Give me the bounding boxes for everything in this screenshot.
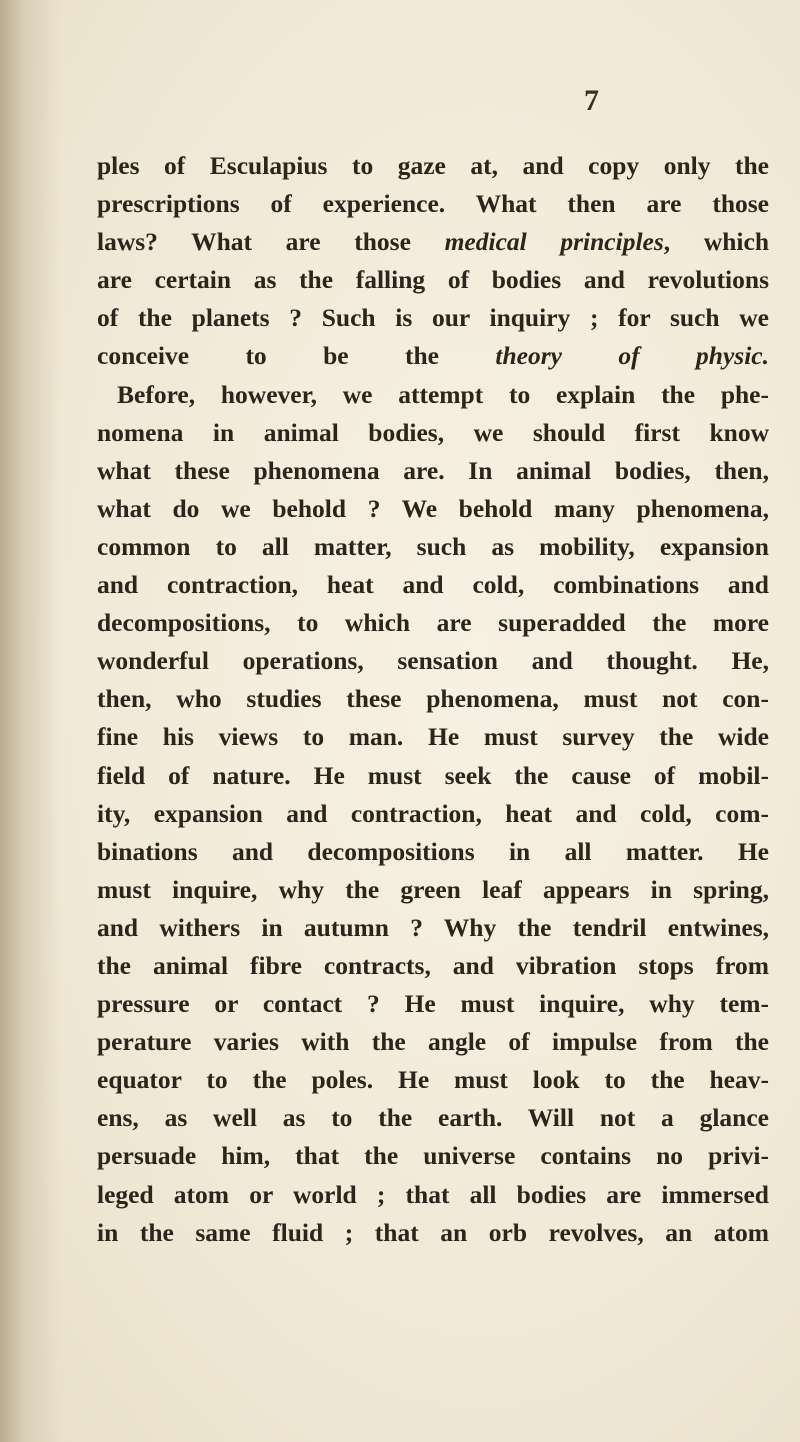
text-segment: wonderful operations, sensation and thought. He, bbox=[97, 646, 769, 676]
text-segment: decompositions, to which are superadded the more bbox=[97, 608, 769, 638]
text-segment: equator to the poles. He must look to the heav- bbox=[97, 1065, 769, 1095]
body-text bbox=[97, 147, 769, 1252]
page-gutter-shadow bbox=[0, 0, 60, 1442]
text-line bbox=[97, 718, 769, 756]
text-line bbox=[97, 757, 769, 795]
text-line bbox=[97, 1023, 769, 1061]
text-segment: in the same fluid ; that an orb revolves, an atom bbox=[97, 1217, 769, 1247]
text-segment: and contraction, heat and cold, combinations and bbox=[97, 570, 769, 600]
text-line bbox=[97, 490, 769, 528]
text-segment: conceive to be the bbox=[97, 341, 496, 371]
text-line bbox=[97, 909, 769, 947]
text-line bbox=[97, 1061, 769, 1099]
text-line bbox=[97, 223, 769, 261]
text-line bbox=[97, 947, 769, 985]
text-line bbox=[97, 871, 769, 909]
text-segment: laws? What are those bbox=[97, 227, 445, 257]
text-segment: must inquire, why the green leaf appears in spring, bbox=[97, 874, 769, 904]
text-line bbox=[97, 1214, 769, 1252]
text-line bbox=[97, 376, 769, 414]
text-line bbox=[97, 680, 769, 718]
text-line bbox=[97, 452, 769, 490]
text-segment: common to all matter, such as mobility, expansion bbox=[97, 531, 769, 561]
text-line bbox=[97, 795, 769, 833]
text-line bbox=[97, 642, 769, 680]
text-line bbox=[97, 337, 769, 375]
text-line bbox=[97, 528, 769, 566]
text-segment: ity, expansion and contraction, heat and cold, com- bbox=[97, 798, 769, 828]
text-segment: prescriptions of experience. What then are those bbox=[97, 189, 769, 219]
text-segment: Before, however, we attempt to explain the phe- bbox=[117, 379, 769, 409]
italic-text: medical principles bbox=[444, 227, 664, 257]
text-segment: , which bbox=[663, 227, 770, 257]
page-number: 7 bbox=[584, 84, 599, 117]
text-segment: pressure or contact ? He must inquire, why tem- bbox=[97, 989, 769, 1019]
italic-text: theory of physic. bbox=[495, 341, 769, 371]
text-segment: ples of Esculapius to gaze at, and copy only the bbox=[97, 151, 769, 180]
text-segment: nomena in animal bodies, we should first know bbox=[97, 417, 769, 447]
text-line bbox=[97, 1176, 769, 1214]
text-line bbox=[97, 833, 769, 871]
text-segment: what do we behold ? We behold many phenomena, bbox=[97, 493, 769, 523]
text-segment: are certain as the falling of bodies and revolutions bbox=[97, 265, 769, 295]
text-segment: persuade him, that the universe contains no privi- bbox=[97, 1141, 769, 1171]
text-line bbox=[97, 299, 769, 337]
text-line bbox=[97, 147, 769, 185]
text-segment: binations and decompositions in all matter. He bbox=[97, 836, 769, 866]
text-line bbox=[97, 985, 769, 1023]
text-segment: what these phenomena are. In animal bodies, then, bbox=[97, 455, 769, 485]
text-line bbox=[97, 185, 769, 223]
text-segment: the animal fibre contracts, and vibration stops from bbox=[97, 950, 769, 980]
text-segment: then, who studies these phenomena, must not con- bbox=[97, 684, 769, 714]
text-segment: perature varies with the angle of impulse from the bbox=[97, 1027, 769, 1057]
text-line bbox=[97, 604, 769, 642]
text-segment: leged atom or world ; that all bodies are immersed bbox=[97, 1179, 769, 1209]
text-line bbox=[97, 566, 769, 604]
text-segment: and withers in autumn ? Why the tendril entwines, bbox=[97, 912, 769, 942]
text-segment: fine his views to man. He must survey the wide bbox=[97, 722, 769, 752]
text-line bbox=[97, 414, 769, 452]
text-segment: field of nature. He must seek the cause of mobil- bbox=[97, 760, 769, 790]
text-segment: ens, as well as to the earth. Will not a glance bbox=[97, 1103, 769, 1133]
text-segment: of the planets ? Such is our inquiry ; for such we bbox=[97, 303, 769, 333]
text-line bbox=[97, 1099, 769, 1137]
text-line bbox=[97, 261, 769, 299]
text-line bbox=[97, 1137, 769, 1175]
